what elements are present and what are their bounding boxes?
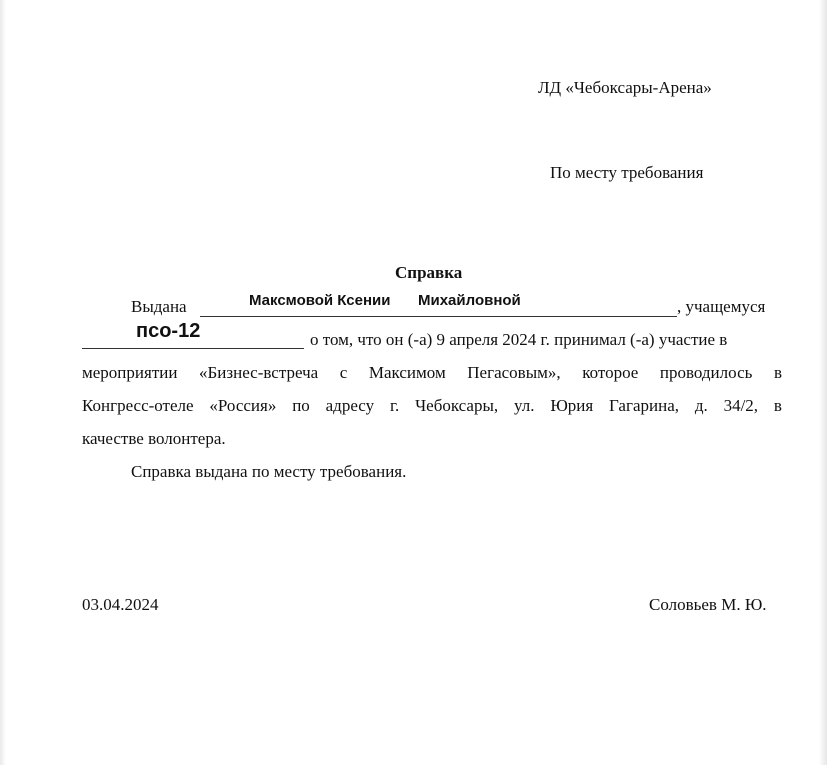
event-line (82, 363, 782, 383)
page-left-edge (0, 0, 6, 765)
address-word: адресу (325, 396, 375, 415)
address-word: в (773, 396, 782, 415)
recipient-name-underline (200, 316, 677, 317)
closing-text: Справка выдана по месту требования. (131, 462, 407, 481)
address-word: по (292, 396, 310, 415)
recipient-name-part2: Михайловной (418, 292, 521, 309)
address-word: ул. (513, 396, 535, 415)
event-word: Пегасовым», (467, 363, 561, 382)
recipient-name-part1: Максмовой Ксении (249, 292, 391, 309)
event-word: мероприятии (82, 363, 178, 382)
event-word: которое (582, 363, 639, 382)
address-word: Юрия (550, 396, 594, 415)
document-title: Справка (395, 263, 463, 282)
destination-text: По месту требования (550, 163, 704, 182)
group-underline (82, 348, 304, 349)
address-word: Гагарина, (609, 396, 679, 415)
issued-to-label: Выдана (131, 297, 187, 316)
address-word: 34/2, (723, 396, 759, 415)
student-label: , учащемуся (677, 297, 766, 316)
participation-text: о том, что он (-а) 9 апреля 2024 г. принимал (-а) участие в (310, 330, 728, 349)
event-word: в (773, 363, 782, 382)
issue-date: 03.04.2024 (82, 595, 159, 614)
address-word: «Россия» (209, 396, 277, 415)
address-word: г. (389, 396, 400, 415)
event-word: с (339, 363, 348, 382)
event-word: Максимом (368, 363, 446, 382)
signatory-name: Соловьев М. Ю. (649, 595, 767, 614)
address-word: Конгресс-отеле (82, 396, 194, 415)
role-text: качестве волонтера. (82, 429, 226, 448)
address-line (82, 396, 782, 416)
page-right-edge (819, 0, 827, 765)
address-word: д. (694, 396, 708, 415)
address-word: Чебоксары, (415, 396, 499, 415)
organization-name: ЛД «Чебоксары-Арена» (538, 78, 712, 97)
event-word: проводилось (659, 363, 753, 382)
group-value: псо-12 (136, 320, 201, 342)
event-word: «Бизнес-встреча (199, 363, 319, 382)
